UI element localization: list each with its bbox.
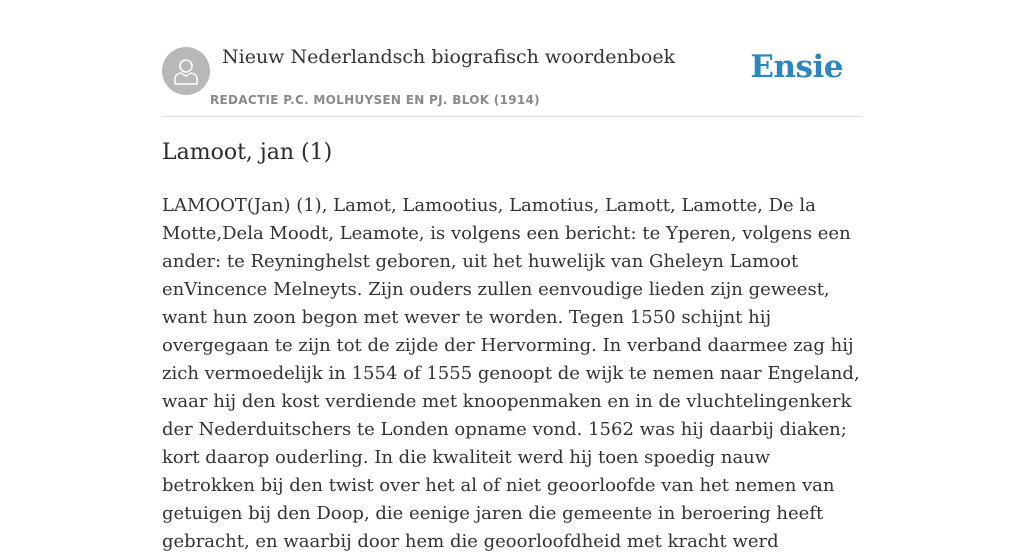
avatar[interactable] bbox=[162, 47, 210, 95]
entry-body: LAMOOT(Jan) (1), Lamot, Lamootius, Lamotius, Lamott, Lamotte, De la Motte,Dela Moodt, Leamote, is volgens een bericht: te Yperen, volgens een ander: te Reyninghelst geboren, uit het huwelijk van Gheleyn Lamoot enVincence Melneyts. Zijn ouders zullen eenvoudige lieden zijn geweest, want hun zoon begon met wever te worden. Tegen 1550 schijnt hij overgegaan te zijn tot de zijde der Hervorming. In verband daarmee zag hij zich vermoedelijk in 1554 of 1555 genoopt de wijk te nemen naar Engeland, waar hij den kost verdiende met knoopenmaken en in de vluchtelingenkerk der Nederduitschers te Londen opname vond. 1562 was hij daarbij diaken; kort daarop ouderling. In die kwaliteit werd hij toen spoedig nauw betrokken bij den twist over het al of niet geoorloofde van het nemen van getuigen bij den Doop, die eenige jaren die gemeente in beroering heeft gebracht, en waarbij door hem die geoorloofdheid met kracht werd bbox=[162, 195, 860, 552]
header bbox=[162, 0, 862, 117]
brand-logo[interactable]: Ensie bbox=[750, 49, 843, 85]
editors-line: REDACTIE P.C. MOLHUYSEN EN PJ. BLOK (1914) bbox=[210, 93, 540, 107]
entry-title: Lamoot, jan (1) bbox=[162, 140, 333, 165]
book-title[interactable]: Nieuw Nederlandsch biografisch woordenboek bbox=[222, 46, 676, 68]
user-icon bbox=[173, 57, 199, 85]
